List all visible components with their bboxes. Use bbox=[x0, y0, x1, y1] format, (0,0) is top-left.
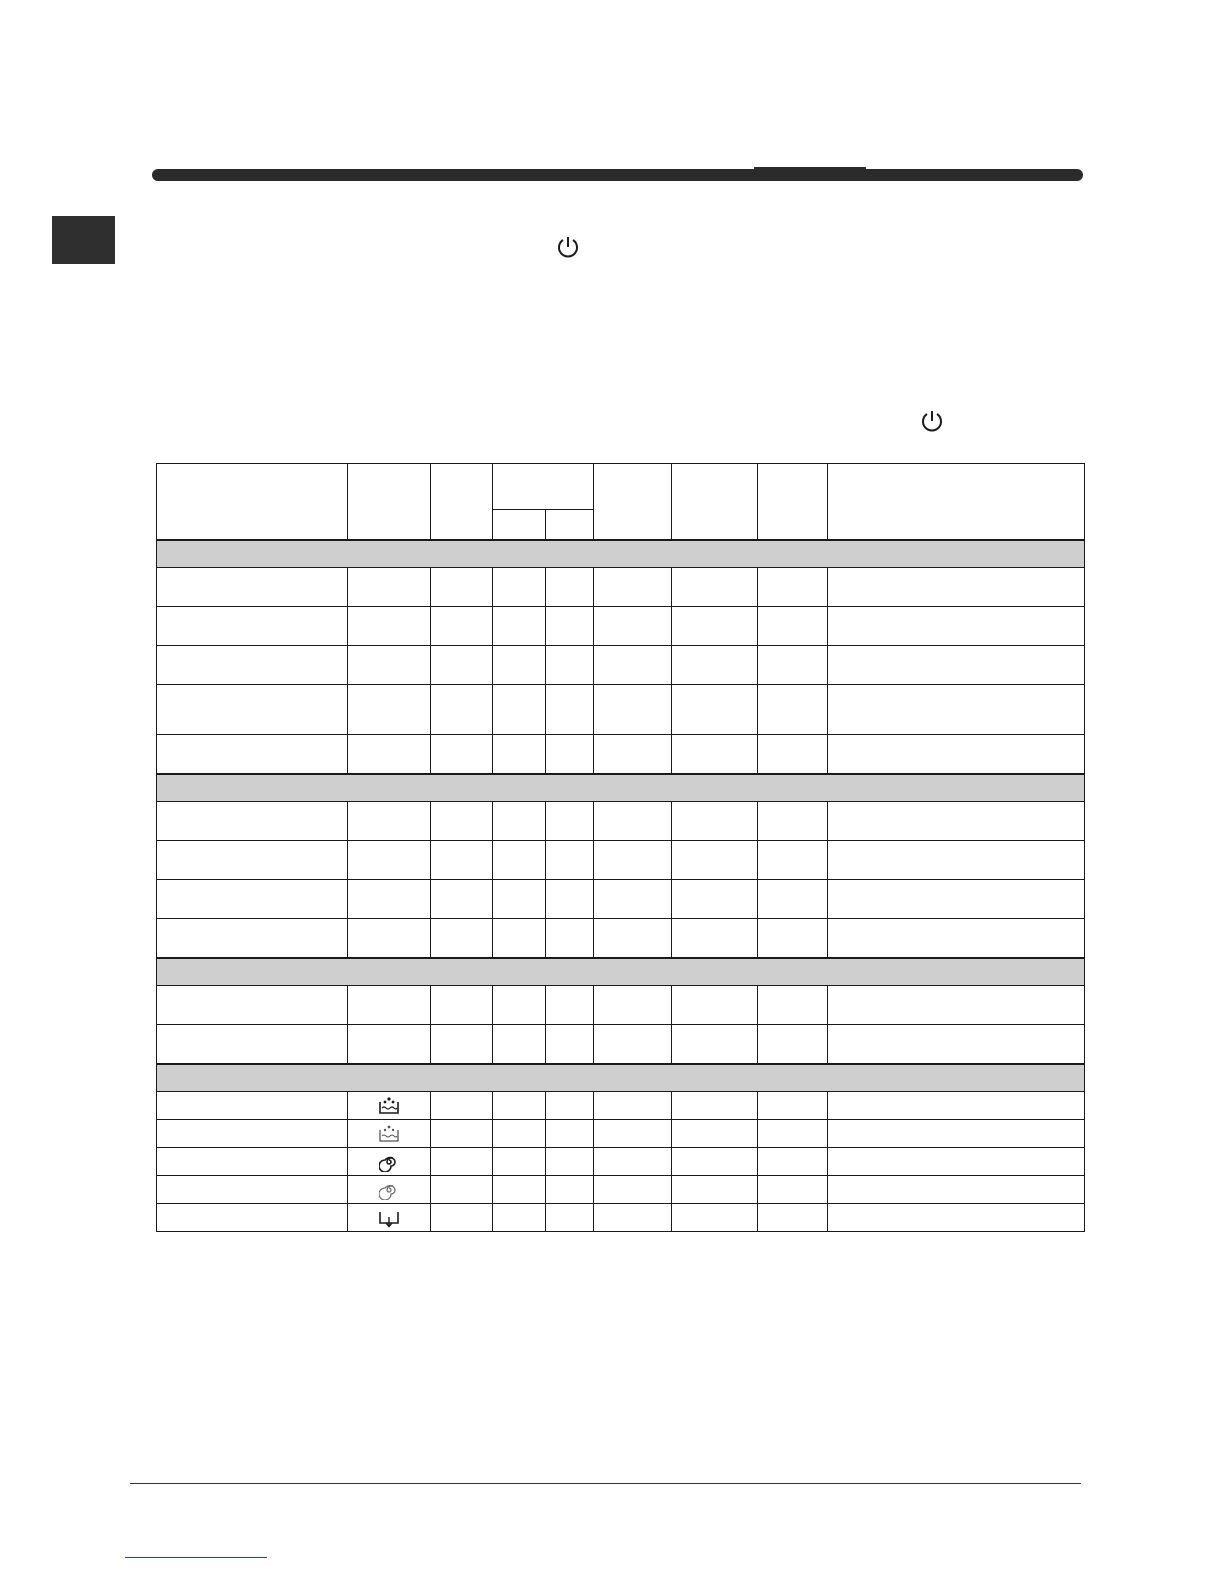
table-row bbox=[157, 880, 1085, 919]
header-subcell bbox=[546, 510, 594, 541]
table-row bbox=[157, 1120, 1085, 1148]
section-header bbox=[157, 540, 1085, 568]
table-row bbox=[157, 841, 1085, 880]
header-cell bbox=[157, 464, 348, 541]
rinse-light-icon bbox=[348, 1120, 431, 1148]
drain-icon bbox=[348, 1204, 431, 1232]
table-row bbox=[157, 1148, 1085, 1176]
header-cell bbox=[431, 464, 493, 541]
table-row bbox=[157, 646, 1085, 685]
table-row bbox=[157, 802, 1085, 841]
table-row bbox=[157, 919, 1085, 959]
table-row bbox=[157, 1204, 1085, 1232]
spin-light-icon bbox=[348, 1176, 431, 1204]
spin-icon bbox=[348, 1148, 431, 1176]
programme-table bbox=[156, 463, 1085, 1232]
header-cell bbox=[828, 464, 1085, 541]
table-row bbox=[157, 607, 1085, 646]
language-tab bbox=[52, 216, 115, 264]
header-cell bbox=[594, 464, 672, 541]
table-row bbox=[157, 986, 1085, 1025]
header-cell bbox=[348, 464, 431, 541]
table-row bbox=[157, 1025, 1085, 1065]
table-row bbox=[157, 1092, 1085, 1120]
header-rule bbox=[152, 169, 1083, 181]
table-row bbox=[157, 735, 1085, 775]
rinse-icon bbox=[348, 1092, 431, 1120]
header-cell bbox=[758, 464, 828, 541]
power-icon bbox=[555, 234, 581, 260]
section-header bbox=[157, 774, 1085, 802]
header-group-cell bbox=[493, 464, 594, 510]
header-subcell bbox=[493, 510, 546, 541]
table-row bbox=[157, 568, 1085, 607]
footer-link-underline bbox=[125, 1557, 267, 1558]
table-row bbox=[157, 685, 1085, 735]
header-rule-tab bbox=[754, 167, 866, 170]
footer-rule bbox=[130, 1483, 1081, 1484]
section-header bbox=[157, 958, 1085, 986]
header-cell bbox=[672, 464, 758, 541]
section-header bbox=[157, 1064, 1085, 1092]
power-icon-2 bbox=[919, 408, 945, 434]
table-row bbox=[157, 1176, 1085, 1204]
